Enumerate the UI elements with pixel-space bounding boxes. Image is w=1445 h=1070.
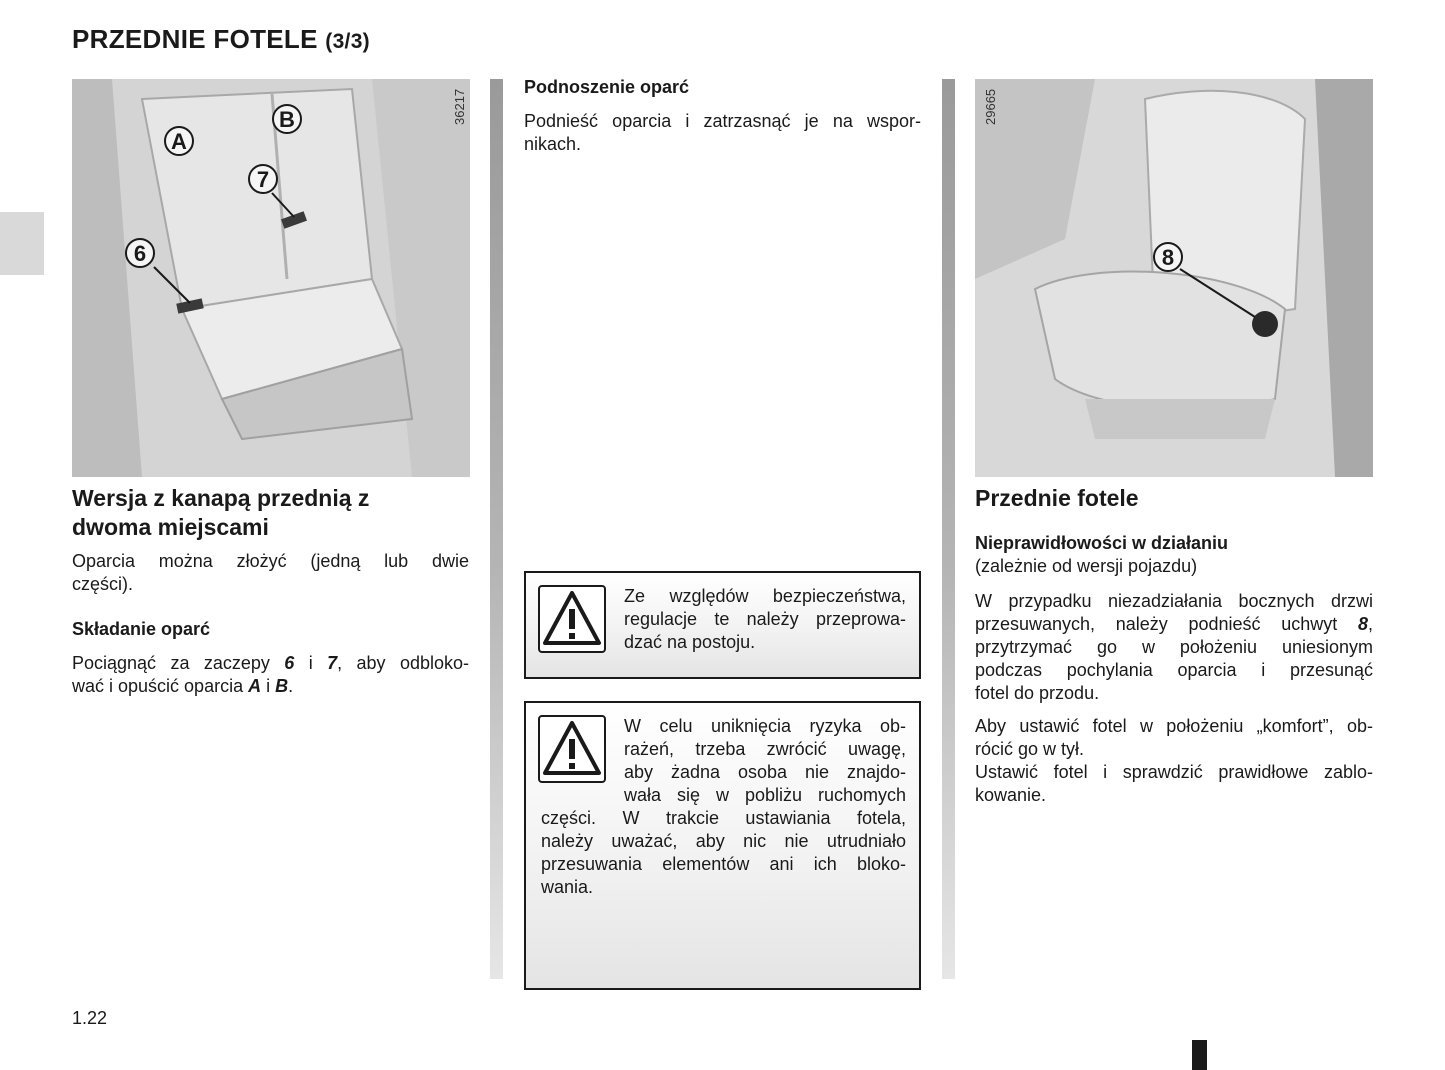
- bench-seat-photo: [72, 79, 470, 477]
- warning-2-line2: rażeń, trzeba zwrócić uwagę,: [624, 739, 906, 759]
- warning-1-line2: regulacje te należy przeprowa-: [624, 609, 906, 629]
- warning-2-line8: wania.: [541, 877, 594, 897]
- warning-2-line6: należy uważać, aby nic nie utrudniało: [541, 831, 906, 851]
- fold-line1-and: i: [294, 653, 328, 673]
- warning-box-2: [524, 701, 921, 990]
- middle-text-line1: Podnieść oparcia i zatrzasnąć je na wspor-: [524, 111, 921, 131]
- left-subheading: Składanie oparć: [72, 619, 211, 639]
- fold-line2-end: .: [288, 676, 294, 696]
- right-subheading: Nieprawidłowości w działaniu: [975, 533, 1229, 553]
- figure-code-left: 36217: [452, 88, 467, 125]
- fold-line1-text: Pociągnąć za zaczepy: [72, 653, 285, 673]
- column-divider-left: [490, 79, 503, 979]
- ref-A: A: [248, 676, 262, 696]
- right-p1-line3: przytrzymać go w położeniu uniesionym: [975, 637, 1373, 657]
- warning-2-line5: części. W trakcie ustawiania fotela,: [541, 808, 906, 828]
- column-divider-right: [942, 79, 955, 979]
- front-seat-illustration: [975, 79, 1373, 477]
- left-heading-line1: Wersja z kanapą przednią z: [72, 485, 370, 511]
- callout-6: 6: [133, 241, 147, 266]
- right-p1-line4: podczas pochylania oparcia i przesunąć: [975, 660, 1373, 680]
- ref-B: B: [275, 676, 289, 696]
- right-p3-line1: Ustawić fotel i sprawdzić prawidłowe zablo-: [975, 762, 1373, 782]
- middle-text: [524, 110, 921, 156]
- fold-line2-and: i: [261, 676, 276, 696]
- right-p1-line1: W przypadku niezadziałania bocznych drzwi: [975, 591, 1373, 611]
- figure-code-right: 29665: [983, 88, 998, 125]
- section-tab: [0, 212, 44, 275]
- warning-icon: [538, 585, 606, 653]
- page-title-part: (3/3): [325, 30, 370, 53]
- left-heading: [72, 484, 472, 542]
- middle-subheading: Podnoszenie oparć: [524, 77, 690, 97]
- middle-text-line2: nikach.: [524, 134, 582, 154]
- warning-1-text: [624, 585, 906, 654]
- right-malfunction: [975, 532, 1373, 578]
- left-intro-line1: Oparcia można złożyć (jedną lub dwie: [72, 551, 469, 571]
- warning-2-line4: wała się w pobliżu ruchomych: [624, 785, 906, 805]
- callout-8: 8: [1161, 245, 1175, 270]
- right-paragraph-2: [975, 715, 1373, 807]
- ref-8: 8: [1357, 614, 1368, 634]
- warning-1-line3: dzać na postoju.: [624, 632, 756, 652]
- page-title-text: PRZEDNIE FOTELE: [72, 24, 318, 54]
- left-intro-line2: części).: [72, 574, 134, 594]
- callout-B: B: [279, 107, 295, 132]
- right-p2-line1: Aby ustawić fotel w położeniu „komfort”, ob-: [975, 716, 1373, 736]
- page-number: 1.22: [72, 1008, 108, 1028]
- right-p1-line2: [975, 613, 1373, 636]
- warning-1-line1: Ze względów bezpieczeństwa,: [624, 586, 906, 606]
- warning-2-text-bottom: [541, 807, 906, 899]
- right-note: (zależnie od wersji pojazdu): [975, 556, 1198, 576]
- warning-2-line7: przesuwania elementów ani ich bloko-: [541, 854, 906, 874]
- right-p2-line2: rócić go w tył.: [975, 739, 1085, 759]
- fold-line2-text: wać i opuścić oparcia: [72, 676, 249, 696]
- right-p3-line2: kowanie.: [975, 785, 1047, 805]
- warning-box-1: [524, 571, 921, 679]
- front-seat-photo: [975, 79, 1373, 477]
- right-p1-line2-text: przesuwanych, należy podnieść uchwyt: [975, 614, 1358, 634]
- warning-2-line3: aby żadna osoba nie znajdo-: [624, 762, 906, 782]
- bench-seat-illustration: [72, 79, 470, 477]
- right-heading: Przednie fotele: [975, 485, 1139, 511]
- left-intro: [72, 550, 469, 596]
- ref-6: 6: [284, 653, 295, 673]
- right-p1-line2-end: ,: [1367, 614, 1373, 634]
- page-title: [72, 24, 370, 55]
- page-edge-marker: [1192, 1040, 1207, 1070]
- fold-line1-end: , aby odbloko-: [337, 653, 469, 673]
- fold-line1: [72, 652, 469, 675]
- warning-2-line1: W celu uniknięcia ryzyka ob-: [624, 716, 906, 736]
- warning-2-text-top: [624, 715, 906, 807]
- callout-7: 7: [256, 167, 270, 192]
- callout-A: A: [171, 129, 187, 154]
- fold-line2: [72, 675, 469, 698]
- warning-icon: [538, 715, 606, 783]
- left-fold-instructions: [72, 652, 469, 698]
- left-heading-line2: dwoma miejscami: [72, 514, 269, 540]
- right-p1-line5: fotel do przodu.: [975, 683, 1100, 703]
- ref-7: 7: [327, 653, 338, 673]
- right-paragraph-1: [975, 590, 1373, 705]
